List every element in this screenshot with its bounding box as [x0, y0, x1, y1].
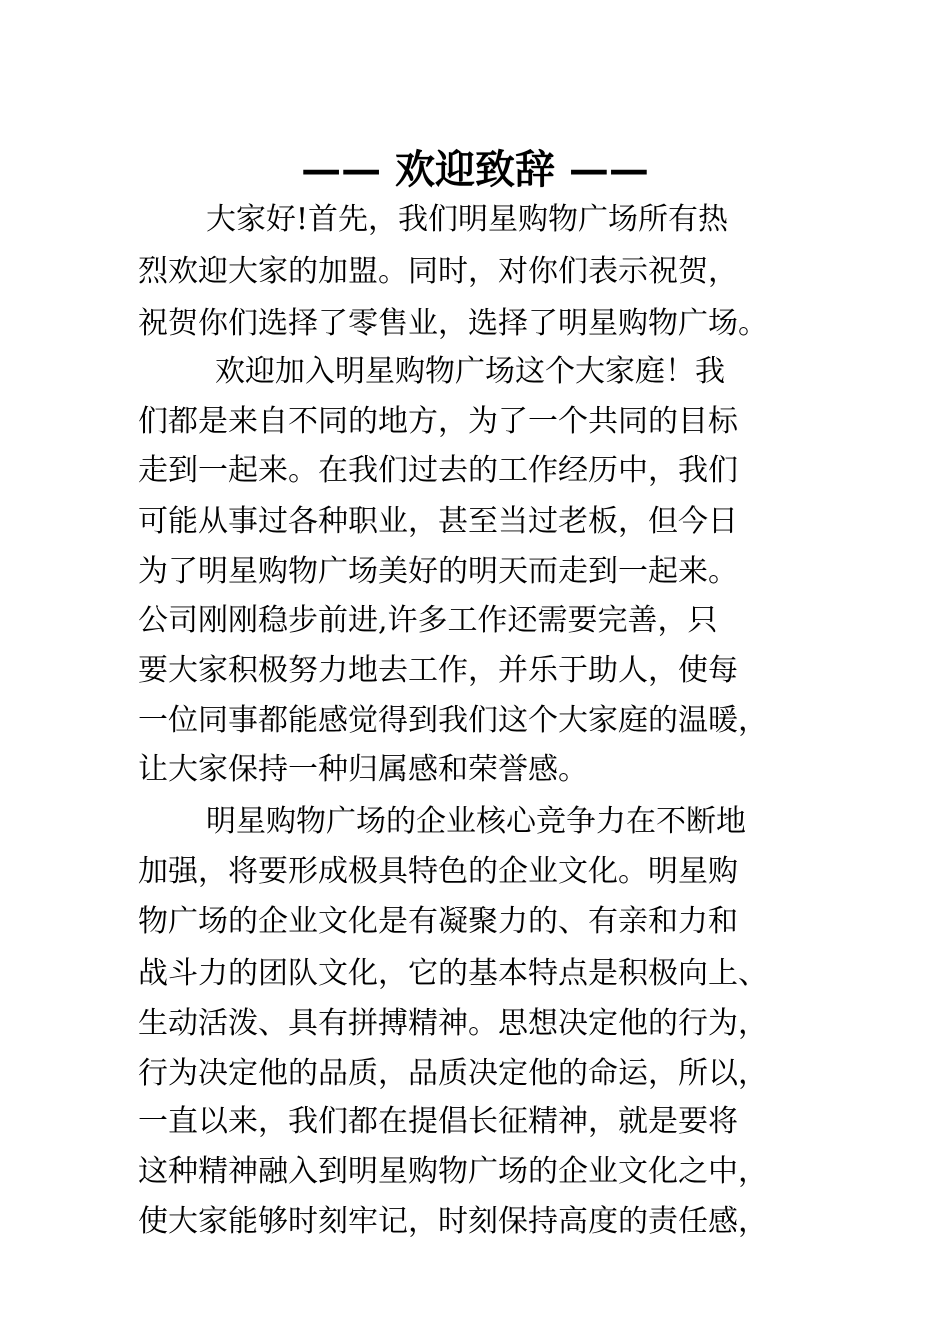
paragraph-line: [0, 946, 950, 1002]
line-text: 烈欢迎大家的加盟。同时，对你们表示祝贺，: [138, 254, 738, 289]
line-text: 公司刚刚稳步前进,许多工作还需要完善，只: [138, 603, 718, 638]
line-text: 行为决定他的品质，品质决定他的命运，所以，: [138, 1056, 768, 1091]
line-text: 为了明星购物广场美好的明天而走到一起来。: [138, 554, 738, 589]
line-text: 物广场的企业文化是有凝聚力的、有亲和力和: [138, 904, 738, 939]
paragraph-line: [0, 844, 950, 900]
line-text: 走到一起来。在我们过去的工作经历中，我们: [138, 453, 738, 488]
paragraph-line: [0, 742, 950, 798]
line-text: 祝贺你们选择了零售业，选择了明星购物广场。: [138, 306, 768, 341]
paragraph-line: [0, 192, 950, 248]
line-text: 加强，将要形成极具特色的企业文化。明星购: [138, 854, 738, 889]
line-text: 大家好!首先，我们明星购物广场所有热: [206, 202, 729, 237]
line-text: 明星购物广场的企业核心竞争力在不断地: [206, 804, 746, 839]
line-text: 可能从事过各种职业，甚至当过老板，但今日: [138, 504, 738, 539]
line-text: 生动活泼、具有拼搏精神。思想决定他的行为，: [138, 1006, 768, 1041]
paragraph-line: [0, 494, 950, 550]
paragraph-line: [0, 996, 950, 1052]
line-text: 们都是来自不同的地方，为了一个共同的目标: [138, 404, 738, 439]
paragraph-line: [0, 244, 950, 300]
line-text: 一位同事都能感觉得到我们这个大家庭的温暖，: [138, 703, 768, 738]
line-text: 这种精神融入到明星购物广场的企业文化之中，: [138, 1154, 768, 1189]
paragraph-line: [0, 344, 950, 400]
document-title: —— 欢迎致辞 ——: [301, 146, 649, 193]
paragraph-line: [0, 593, 950, 649]
line-text: 让大家保持一种归属感和荣誉感。: [138, 752, 588, 787]
paragraph-line: [0, 544, 950, 600]
line-text: 战斗力的团队文化，它的基本特点是积极向上、: [138, 956, 768, 991]
line-text: 欢迎加入明星购物广场这个大家庭！我: [215, 354, 725, 389]
paragraph-line: [0, 1144, 950, 1200]
paragraph-line: [0, 1094, 950, 1150]
line-text: 要大家积极努力地去工作，并乐于助人，使每: [138, 653, 738, 688]
paragraph-line: [0, 394, 950, 450]
line-text: 使大家能够时刻牢记，时刻保持高度的责任感，: [138, 1204, 768, 1239]
paragraph-line: [0, 1194, 950, 1250]
paragraph-line: [0, 794, 950, 850]
line-text: 一直以来，我们都在提倡长征精神，就是要将: [138, 1104, 738, 1139]
paragraph-line: [0, 643, 950, 699]
paragraph-line: [0, 693, 950, 749]
paragraph-line: [0, 894, 950, 950]
paragraph-line: [0, 443, 950, 499]
